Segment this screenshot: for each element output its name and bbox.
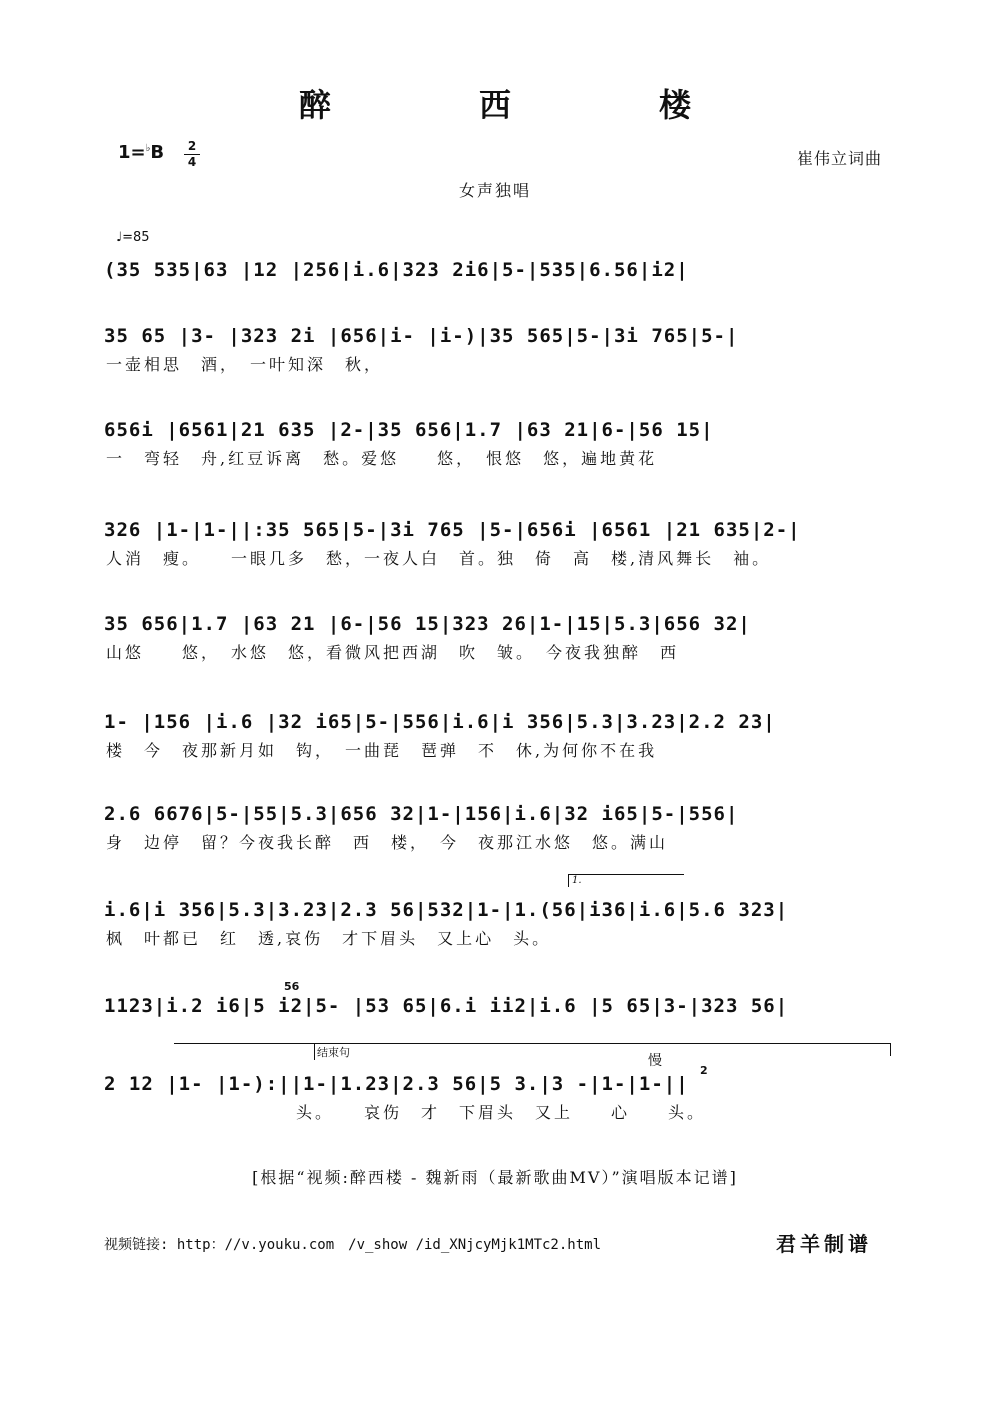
volta-bracket <box>568 874 684 887</box>
staff-lyrics: 山悠 悠， 水悠 悠，看微风把西湖 吹 皱。 今夜我独醉 西 <box>106 643 680 662</box>
staff-notes: 35 65 |3- |323 2i |656|i- |i-)|35 565|5-|3i 765|5-| <box>104 325 739 347</box>
staff-notes: i.6|i 356|5.3|3.23|2.3 56|532|1-|1.(56|i36|i.6|5.6 323| <box>104 899 789 921</box>
flat-sign: ♭ <box>145 143 151 154</box>
staff-lyrics: 楼 今 夜那新月如 钩， 一曲琵 琶弹 不 休,为何你不在我 <box>106 741 658 760</box>
song-title: 醉 西 楼 <box>298 86 749 124</box>
staff-6 <box>104 706 894 764</box>
staff-2 <box>104 320 894 378</box>
staff-notes: 326 |1-|1-||:35 565|5-|3i 765 |5-|656i |6561 |21 635|2-| <box>104 519 801 541</box>
time-bottom: 4 <box>187 155 197 169</box>
staff-8 <box>104 894 894 952</box>
video-link: 视频链接: http：//v.youku.com /v_show /id_XNjcyMjk1MTc2.html <box>104 1237 602 1253</box>
staff-3 <box>104 414 894 472</box>
ending-bracket <box>174 1043 891 1056</box>
grace-note-2: 2 <box>700 1064 708 1077</box>
transcription-note: [根据“视频:醉西楼 - 魏新雨（最新歌曲MV）”演唱版本记谱] <box>252 1168 738 1187</box>
staff-7 <box>104 798 894 856</box>
volta-label: 1. <box>572 875 582 886</box>
slow-marking: 慢 <box>648 1053 662 1069</box>
staff-notes: 1- |156 |i.6 |32 i65|5-|556|i.6|i 356|5.3|3.23|2.2 23| <box>104 711 776 733</box>
tempo-marking: ♩=85 <box>116 230 150 245</box>
time-signature <box>184 140 200 169</box>
staff-4 <box>104 514 894 572</box>
staff-lyrics: 身 边停 留？今夜我长醉 西 楼， 今 夜那江水悠 悠。满山 <box>106 833 669 852</box>
ending-label: 结束句 <box>314 1044 350 1060</box>
time-top: 2 <box>187 139 197 153</box>
staff-lyrics: 一 弯轻 舟,红豆诉离 愁。爱悠 悠， 恨悠 悠，遍地黄花 <box>106 449 658 468</box>
staff-notes: 656i |6561|21 635 |2-|35 656|1.7 |63 21|6-|56 15| <box>104 419 714 441</box>
staff-lyrics: 头。 哀伤 才 下眉头 又上 心 头。 <box>106 1103 707 1122</box>
staff-lyrics <box>104 286 894 312</box>
staff-lyrics: 一壶相思 酒， 一叶知深 秋， <box>106 355 384 374</box>
staff-notes: (35 535|63 |12 |256|i.6|323 2i6|5-|535|6.56|i2| <box>104 259 689 281</box>
key-label: 1= <box>118 142 146 163</box>
staff-1 <box>104 254 894 312</box>
staff-9 <box>104 990 894 1022</box>
key-note: B <box>150 142 165 163</box>
staff-notes: 2 12 |1- |1-):||1-|1.23|2.3 56|5 3.|3 -|1-|1-|| <box>104 1073 689 1095</box>
staff-notes: 1123|i.2 i6|5 i2|5- |53 65|6.i ii2|i.6 |5 65|3-|323 56| <box>104 995 789 1017</box>
staff-lyrics: 人消 瘦。 一眼几多 愁，一夜人白 首。独 倚 高 楼,清风舞长 袖。 <box>106 549 772 568</box>
staff-lyrics: 枫 叶都已 红 透,哀伤 才下眉头 又上心 头。 <box>106 929 552 948</box>
staff-notes: 35 656|1.7 |63 21 |6-|56 15|323 26|1-|15|5.3|656 32| <box>104 613 751 635</box>
grace-note: 56 <box>284 980 300 993</box>
arranger-signature: 君羊制谱 <box>776 1232 872 1256</box>
composer-credit: 崔伟立词曲 <box>796 149 882 168</box>
performance-type: 女声独唱 <box>458 181 531 200</box>
key-signature <box>118 142 164 163</box>
staff-10 <box>104 1068 894 1126</box>
staff-5 <box>104 608 894 666</box>
staff-notes: 2.6 6676|5-|55|5.3|656 32|1-|156|i.6|32 i65|5-|556| <box>104 803 739 825</box>
